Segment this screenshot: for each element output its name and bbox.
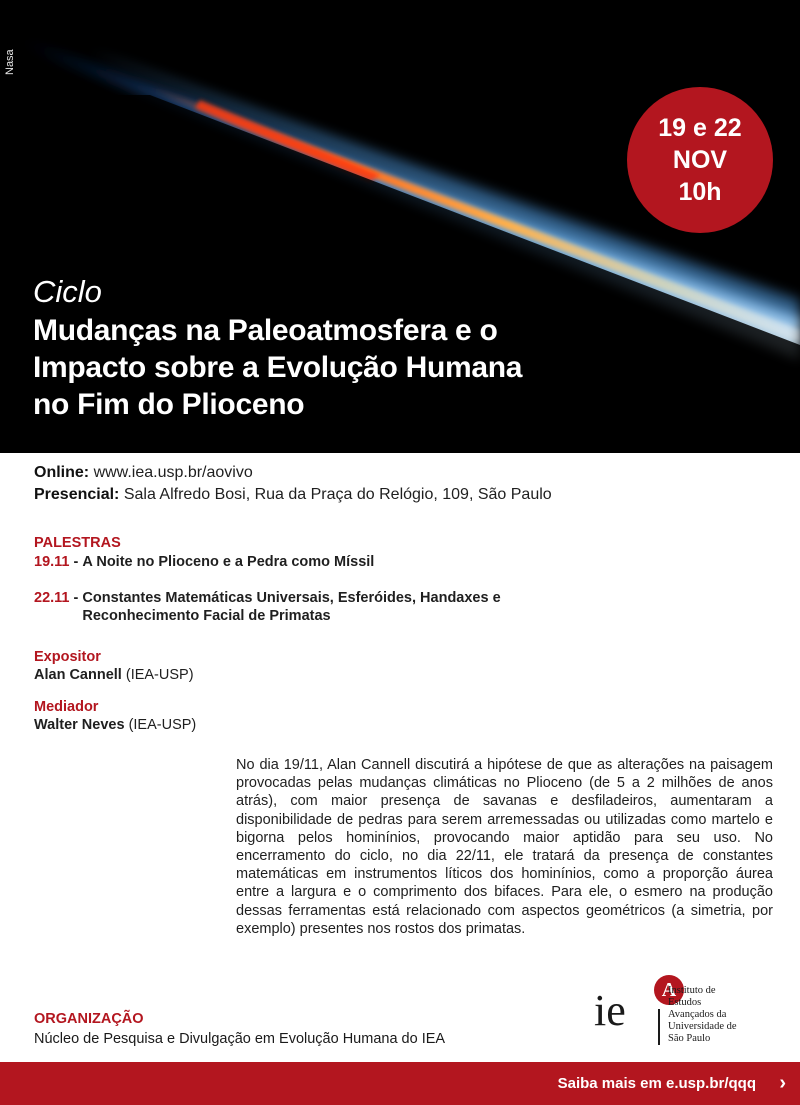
chevron-right-icon[interactable]: › — [779, 1072, 786, 1094]
institution-line: Instituto de — [668, 985, 716, 996]
online-link[interactable]: www.iea.usp.br/aovivo — [93, 464, 253, 481]
mediador-affiliation: (IEA-USP) — [128, 717, 197, 733]
expositor-row — [34, 666, 194, 684]
logo-bracket — [658, 1009, 660, 1045]
cycle-label: Ciclo — [33, 274, 102, 309]
event-title — [33, 312, 673, 423]
expositor-name: Alan Cannell — [34, 667, 122, 683]
mediador-name: Walter Neves — [34, 717, 125, 733]
saiba-mais-link[interactable]: Saiba mais em e.usp.br/qqq — [557, 1075, 756, 1092]
talk-title: A Noite no Plioceno e a Pedra como Míssil — [82, 554, 375, 570]
online-row — [34, 462, 552, 484]
online-label: Online: — [34, 464, 90, 481]
hero-banner — [0, 0, 800, 453]
event-title-line: Mudanças na Paleoatmosfera e o — [33, 314, 498, 347]
talk-date: 22.11 — [34, 590, 70, 606]
event-title-line: Impacto sobre a Evolução Humana — [33, 351, 523, 384]
presencial-label: Presencial: — [34, 486, 120, 503]
expositor-section — [34, 648, 194, 684]
institution-line: Avançados da — [668, 1009, 727, 1020]
talk-date: 19.11 — [34, 554, 70, 570]
mediador-section — [34, 698, 196, 734]
iea-logo — [594, 975, 784, 1050]
institution-name — [668, 985, 737, 1045]
talk-separator: - — [69, 554, 83, 570]
expositor-heading: Expositor — [34, 649, 101, 665]
mediador-heading: Mediador — [34, 699, 99, 715]
talk-item — [34, 553, 594, 571]
mediador-row — [34, 716, 196, 734]
talk-title: Constantes Matemáticas Universais, Esferóides, Handaxes e Reconhecimento Facial de Primatas — [82, 590, 501, 624]
institution-line: Universidade de — [668, 1021, 737, 1032]
event-description: No dia 19/11, Alan Cannell discutirá a hipótese de que as alterações na paisagem provocadas pelas mudanças climáticas no Plioceno (de 5 a 2 milhões de anos atrás), com maior presença de savanas e desfiladeiros, aumentaram a disponibilidade de pedras para serem arremessadas ou utilizadas como martelo e bigorna pelos hominínios, provocando maior aptidão para seu uso. No encerramento do ciclo, no dia 22/11, ele tratará da presença de constantes matemáticas em instrumentos líticos dos hominínios, como a proporção áurea entre a largura e o comprimento dos bifaces. Para ele, o esmero na produção dessas ferramentas está relacionado com aspectos geométricos (a simetria, por exemplo) presentes nos rostos dos primatas. — [236, 757, 773, 937]
date-badge-month: NOV — [672, 146, 728, 174]
venue-info — [34, 462, 552, 506]
palestras-heading: PALESTRAS — [34, 535, 121, 551]
talk-separator: - — [69, 590, 83, 606]
talk-item — [34, 589, 594, 625]
photo-credit: Nasa — [4, 49, 16, 75]
presencial-row — [34, 484, 552, 506]
event-title-line: no Fim do Plioceno — [33, 388, 305, 421]
institution-line: Estudos — [668, 997, 702, 1008]
hero-text — [33, 272, 673, 423]
palestras-section — [34, 534, 594, 625]
organizacao-value: Núcleo de Pesquisa e Divulgação em Evolução Humana do IEA — [34, 1031, 446, 1047]
organizacao-section — [34, 1009, 445, 1049]
presencial-address: Sala Alfredo Bosi, Rua da Praça do Relógio, 109, São Paulo — [123, 486, 552, 503]
expositor-affiliation: (IEA-USP) — [125, 667, 194, 683]
footer-bar[interactable] — [0, 1062, 800, 1105]
date-badge — [627, 87, 773, 233]
date-badge-days: 19 e 22 — [658, 114, 742, 142]
logo-a-badge: A — [654, 975, 684, 1005]
institution-line: São Paulo — [668, 1033, 711, 1044]
organizacao-heading: ORGANIZAÇÃO — [34, 1011, 144, 1027]
date-badge-time: 10h — [678, 178, 722, 206]
logo-mark: ie — [594, 986, 626, 1035]
